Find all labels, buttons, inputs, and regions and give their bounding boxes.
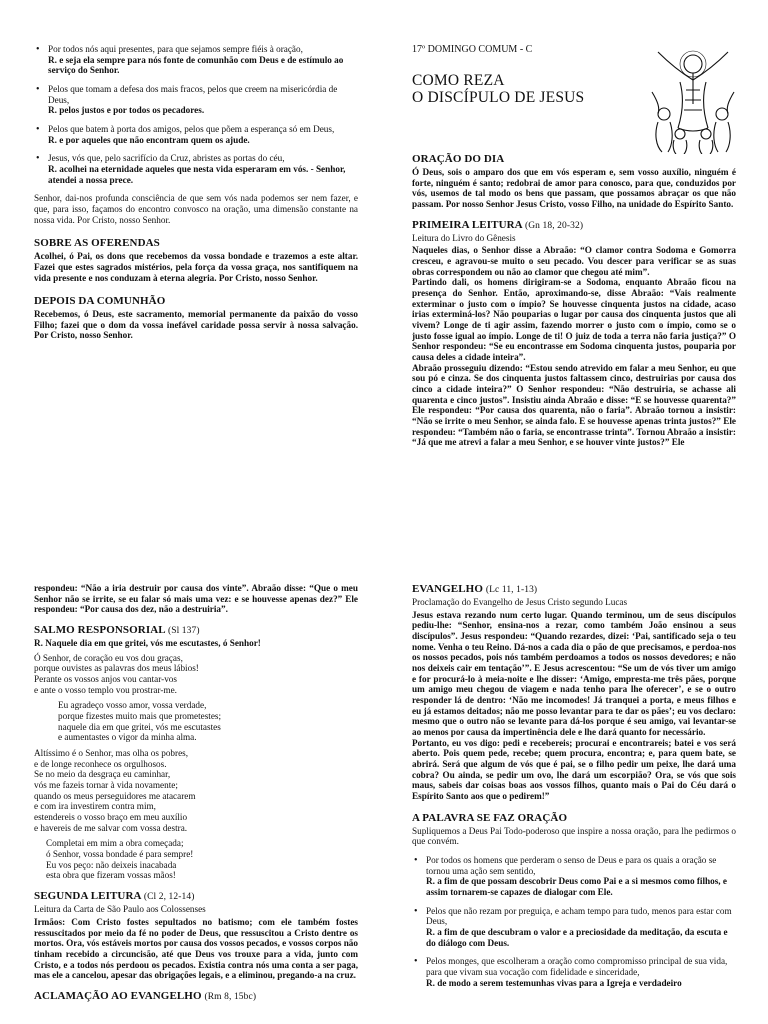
list-item: • Pelos que batem à porta dos amigos, pelos que põem a esperança só em Deus, R. e por aqueles que não encontram quem os ajude. [34,124,358,145]
psalm-response: R. Naquele dia em que gritei, vós me escutastes, ó Senhor! [34,638,261,649]
intercession-list [34,44,358,185]
response-text: R. a fim de que descubram o valor e a preciosidade da meditação, da escuta e do diálogo com Deus. [426,926,728,948]
collect-text: Ó Deus, sois o amparo dos que em vós esperam e, sem vosso auxílio, ninguém é forte, ninguém é santo; redobrai de amor para conosco, para que, conduzidos por vós, usemos de tal modo os bens que passam, que possamos abraçar os que não passam. Por nosso Senhor Jesus Cristo, vosso Filho, na unidade do Espírito Santo. [412,166,736,209]
psalm-stanza: Ó Senhor, de coração eu vos dou graças, porque ouvistes as palavras dos meus lábios! Perante os vossos anjos vou cantar-vos e ante o vosso templo vou prostrar-me. [34,652,199,695]
list-item: • Pelos monges, que escolheram a oração como compromisso principal de sua vida, para que vivam sua vocação com fidelidade e sinceridade, R. de modo a serem testemunhas vivas para a Igreja e verdadeiro [412,956,736,988]
response-text: R. pelos justos e por todos os pecadores. [48,105,205,116]
response-text: R. acolhei na eternidade aqueles que nesta vida esperaram em vós. - Senhor, atendei a nossa prece. [48,164,346,185]
top-right-column [412,42,736,512]
section-title-communion: DEPOIS DA COMUNHÃO [34,295,166,308]
reading-paragraph: Irmãos: Com Cristo fostes sepultados no batismo; com ele também fostes ressuscitados por meio da fé no poder de Deus, que ressuscitou a Cristo dentre os mortos. Ora, vós estáveis mortos por causa dos vossos pecados, e vossos corpos não tinham recebido a circuncisão, até que Deus vos trouxe para a vida, junto com Cristo, e a todos nós perdoou os pecados. Existia contra nós uma conta a ser paga, mas ele a cancelou, apesar das obrigações legais, e a eliminou, pregando-a na cruz. [34,916,358,981]
psalm-body [34,653,358,881]
psalm-stanza: Eu agradeço vosso amor, vossa verdade, porque fizestes muito mais que prometestes; naquele dia em que gritei, vós me escutastes e aumentastes o vigor da minha alma. [58,700,222,743]
response-text: R. de modo a serem testemunhas vivas para a Igreja e verdadeiro [426,977,682,988]
section-title-psalm: SALMO RESPONSORIAL (Sl 137) [34,624,200,637]
christ-drawing-icon [650,42,736,154]
intercession-list [412,855,736,988]
psalm-stanza: Altíssimo é o Senhor, mas olha os pobres, e de longe reconhece os orgulhosos. Se no meio da desgraça eu caminhar, vós me fazeis tornar à vida novamente; quando os meus perseguidores me atacarem e com ira investirem contra mim, estendereis o vosso braço em meu auxílio e havereis de me salvar com vossa destra. [34,748,196,833]
section-title-word-prayer: A PALAVRA SE FAZ ORAÇÃO [412,811,568,824]
top-left-column [34,44,358,514]
response-text: R. e por aqueles que não encontram quem os ajude. [48,134,250,145]
section-title-second-reading: SEGUNDA LEITURA (Cl 2, 12-14) [34,890,195,903]
reading-continuation: respondeu: “Não a iria destruir por causa dos vinte”. Abraão disse: “Que o meu Senhor não se irrite, se eu falar só mais uma vez: e se houvesse apenas dez?” Ele respondeu: “Por causa dos dez, não a destruiria”. [34,583,358,615]
bottom-right-column [412,583,736,1024]
reading-source: Leitura da Carta de São Paulo aos Colossenses [34,904,206,915]
section-title-gospel: EVANGELHO (Lc 11, 1-13) [412,583,538,595]
reading-source: Leitura do Livro do Gênesis [412,232,516,243]
offerings-text: Acolhei, ó Pai, os dons que recebemos da vossa bondade e trazemos a este altar. Fazei que estes sagrados mistérios, pela força da vossa graça, nos santifiquem na vida presente e nos conduzam à eterna alegria. Por Cristo, nosso Senhor. [34,251,358,283]
list-item: • Por todos os homens que perderam o senso de Deus e para os quais a oração se tornou uma ação sem sentido, R. a fim de que possam descobrir Deus como Pai e a si mesmos como filhos, e assim tornarem-se capazes de dialogar com Ele. [412,855,736,898]
christ-illustration [650,42,736,154]
word-prayer-intro: Supliquemos a Deus Pai Todo-poderoso que inspire a nossa oração, para lhe pedirmos o que convém. [412,825,736,847]
response-text: R. e seja ela sempre para nós fonte de comunhão com Deus e de estímulo ao serviço do Senhor. [48,54,344,76]
section-title-offerings: SOBRE AS OFERENDAS [34,237,160,250]
communion-text: Recebemos, ó Deus, este sacramento, memorial permanente da paixão do vosso Filho; fazei que o dom da vossa inefável caridade possa servir à nossa salvação. Por Cristo, nosso Senhor. [34,308,358,341]
reading-paragraph: Portanto, eu vos digo: pedi e recebereis; procurai e encontrareis; batei e vos será aberto. Pois quem pede, recebe; quem procura, encontra; e, para quem bate, se abrirá. Será que algum de vós que é pai, se o filho pedir um peixe, lhe dará uma cobra? Ou ainda, se pedir um ovo, lhe dará um escorpião? Ora, se vós que sois maus, sabeis dar coisas boas aos vossos filhos, quanto mais o Pai do Céu dará o Espírito Santo aos que o pedirem!” [412,737,736,802]
section-title-collect: ORAÇÃO DO DIA [412,153,505,166]
reading-paragraph: Naqueles dias, o Senhor disse a Abraão: “O clamor contra Sodoma e Gomorra cresceu, e agravou-se muito o seu pecado. Vou descer para verificar se as suas obras correspondem ou não ao clamor que chegou até mim”. [412,245,736,277]
reading-paragraph: Abraão prosseguiu dizendo: “Estou sendo atrevido em falar a meu Senhor, eu que sou pó e cinza. Se dos cinquenta justos faltassem cinco, destruirias por causa dos cinco a cidade inteira?” O Senhor respondeu: “Não destruiria, se achasse ali quarenta e cinco justos”. Insistiu ainda Abraão e disse: “E se houvesse quarenta?” Ele respondeu: “Por causa dos quarenta, não o faria”. Abraão tornou a insistir: “Não se irrite o meu Senhor, se ainda falo. E se houvesse apenas trinta justos?” Ele respondeu: “Também não o faria, se encontrasse trinta”. Tornou Abraão a insistir: “Já que me atrevi a falar a meu Senhor, e se houver vinte justos?” Ele [412,362,736,448]
reading-paragraph: Jesus estava rezando num certo lugar. Quando terminou, um de seus discípulos pediu-lhe: “Senhor, ensina-nos a rezar, como também João ensinou a seus discípulos”. Jesus respondeu: “Quando rezardes, dizei: ‘Pai, santificado seja o teu nome. Venha o teu Reino. Dá-nos a cada dia o pão de que precisamos, e perdoa-nos os nossos pecados, pois nós também perdoamos a todos os nossos devedores; e não nos deixeis cair em tentação’”. E Jesus acrescentou: “Se um de vós tiver um amigo e for procurá-lo à meia-noite e lhe disser: ‘Amigo, empresta-me três pães, porque um amigo meu chegou de viagem e nada tenho para lhe oferecer’, e se o outro responder lá de dentro: ‘Não me incomodes! Já tranquei a porta, e meus filhos e eu já estamos deitados; não me posso levantar para te dar os pães’; eu vos declaro: mesmo que o outro não se levante para dá-los porque é seu amigo, vai levantar-se ao menos por causa da impertinência dele e lhe dará quanto for necessário. [412,609,736,738]
list-item: • Pelos que não rezam por preguiça, e acham tempo para tudo, menos para estar com Deus, R. a fim de que descubram o valor e a preciosidade da meditação, da escuta e do diálogo com Deus. [412,906,736,949]
list-item: • Por todos nós aqui presentes, para que sejamos sempre fiéis à oração, R. e seja ela sempre para nós fonte de comunhão com Deus e de estímulo ao serviço do Senhor. [34,44,358,76]
response-text: R. a fim de que possam descobrir Deus como Pai e a si mesmos como filhos, e assim tornarem-se capazes de dialogar com Ele. [426,876,727,897]
page-title: COMO REZA O DISCÍPULO DE JESUS [412,71,585,107]
reading-source: Proclamação do Evangelho de Jesus Cristo segundo Lucas [412,597,628,608]
psalm-stanza: Completai em mim a obra começada; ó Senhor, vossa bondade é para sempre! Eu vos peço: não deixeis inacabada esta obra que fizeram vossas mãos! [46,838,194,881]
section-title-acclamation: ACLAMAÇÃO AO EVANGELHO (Rm 8, 15bc) [34,989,257,1002]
section-title-first-reading: PRIMEIRA LEITURA (Gn 18, 20-32) [412,218,584,231]
reading-paragraph: Partindo dali, os homens dirigiram-se a Sodoma, enquanto Abraão ficou na presença do Senhor. Então, aproximando-se, disse Abraão: “Vais realmente exterminar o justo com o ímpio? Se houvesse cinquenta justos na cidade, acaso irias exterminá-los? Não pouparias o lugar por causa dos cinquenta justos que ali vivem? Longe de ti agir assim, fazendo morrer o justo com o ímpio, como se o justo fosse igual ao ímpio. Longe de ti! O juiz de toda a terra não faria justiça?” O Senhor respondeu: “Se eu encontrasse em Sodoma cinquenta justos, pouparia por causa deles a cidade inteira”. [412,277,736,363]
closing-prayer: Senhor, dai-nos profunda consciência de que sem vós nada podemos ser nem fazer, e que, para isso, façamos do encontro convosco na oração, uma dimensão constante na nossa vida. Por Cristo, nosso Senhor. [34,193,358,225]
list-item: • Jesus, vós que, pelo sacrifício da Cruz, abristes as portas do céu, R. acolhei na eternidade aqueles que nesta vida esperaram em vós. - Senhor, atendei a nossa prece. [34,153,358,185]
list-item: • Pelos que tomam a defesa dos mais fracos, pelos que creem na misericórdia de Deus, R. pelos justos e por todos os pecadores. [34,84,358,116]
liturgical-date: 17º DOMINGO COMUM - C [412,44,533,55]
bottom-left-column [34,583,358,1024]
